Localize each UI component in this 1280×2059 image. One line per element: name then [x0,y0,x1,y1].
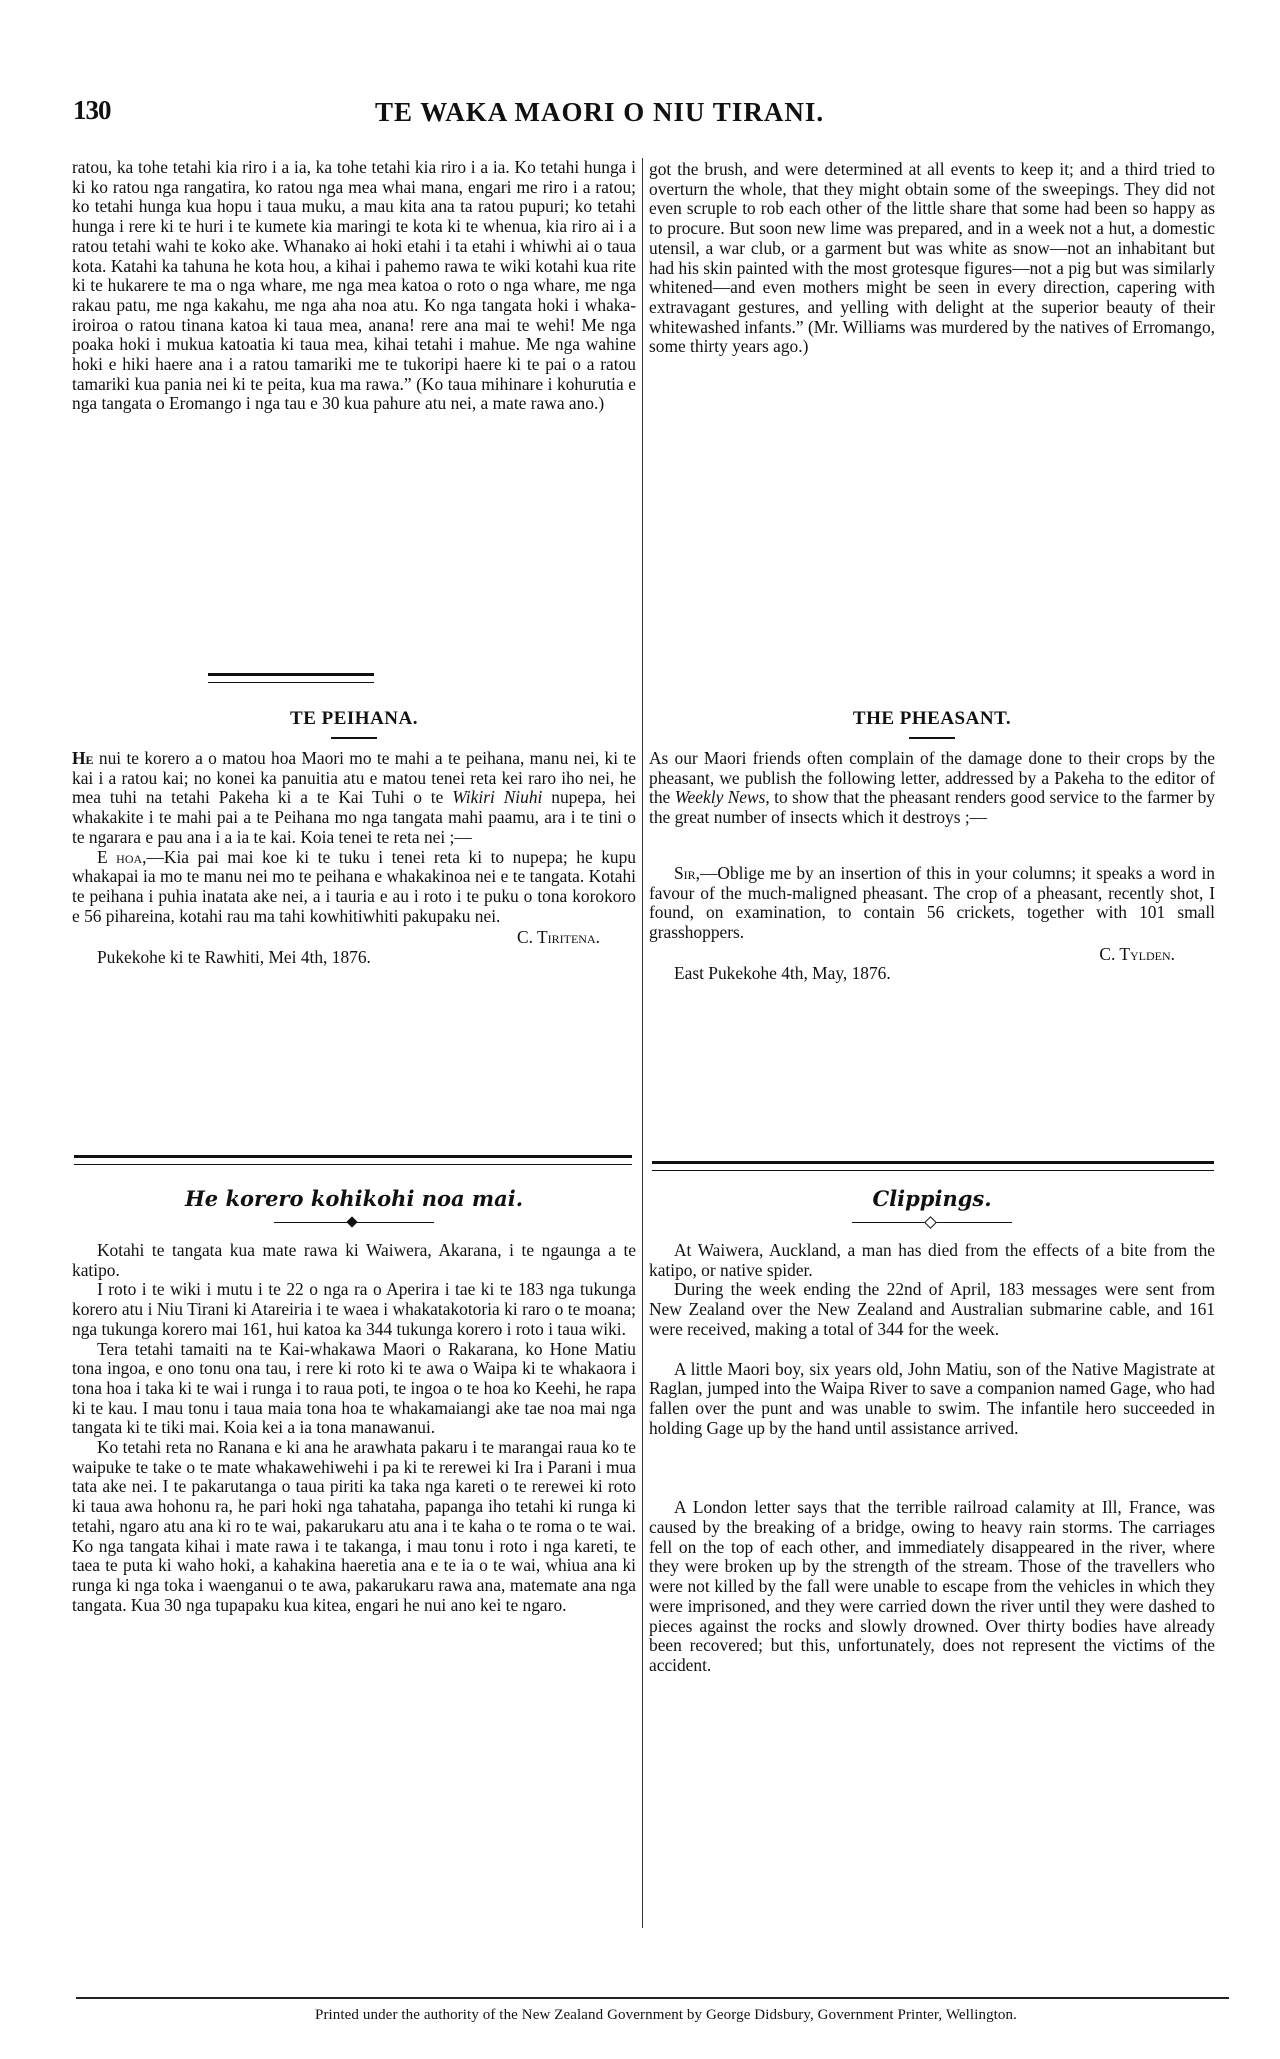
letter-body: E hoa,—Kia pai mai koe ki te tuku i tenei reta ki to nupepa; he kupu whakapai ia mo te manu nei mo te peihana e whakakinoa nei e te tangata. Kotahi te peihana i puhia inatata ake nei, a i tauria e au i roto i te puku o tona korokoro e 56 pihareina, kotahi rau ma tahi kowhitiwhiti pakupaku nei. [72,846,636,926]
page-number: 130 [73,95,111,125]
title-rule [909,737,955,739]
column-divider-top [642,158,643,1928]
diamond-ornament-icon [346,1216,357,1227]
page-header [0,95,1280,135]
section-divider-left [74,1155,632,1165]
news-item: A London letter says that the terrible railroad calamity at Ill, France, was caused by the breaking of a bridge, owing to heavy rain storms. The carriages fell on the top of each other, and immediately disappeared in the river, where they were broken up by the strength of the stream. Those of the travellers who were not killed by the fall were unable to escape from the vehicles in which they were imprisoned, and they were carried down the river until they were dashed to pieces against the rocks and slowly drowned. Over thirty bodies have already been recovered; but this, unfortunately, does not represent the victims of the accident. [649,1497,1215,1675]
dateline: East Pukekohe 4th, May, 1876. [674,963,891,984]
footer-rule [76,1997,1229,1999]
article-continuation-maori: ratou, ka tohe tetahi kia riro i a ia, ka tohe tetahi kia riro i a ia. Ko tetahi hunga i ki ko ratou nga rangatira, ko ratou nga mea whai mana, engari me riro i a ratou; ko tetahi hunga kua hopu i taua muku, a mau kita ana ta ratou pupuri; ko tetahi hunga i rere ki te huri i te kumete kia maringi te kota ki te whenua, kia riro ai i a ratou tetahi wahi te koko ake. Whanako ai hoki etahi i ta etahi i whiwhi ai o taua kota. Katahi ka tahuna he kota hou, a kihai i pahemo rawa te wiki kotahi kua rite ki te hukarere te ma o nga whare, me nga mea katoa o roto o nga whare, me nga rakau patu, me nga kakahu, me nga aha noa atu. Ko nga tangata hoki i whaka-iroiroa o ratou tinana katoa ki taua mea, anana! rere ana mai te wehi! Me nga poaka hoki i mukua katoatia ki taua mea, kihai tetahi i mahue. Me nga wahine hoki e hiki haere ana i a ratou tamariki me te tukoripi haere ki te pai o a ratou tamariki kua pania nei ki te peita, kua ma rawa.” (Ko taua mihinare i kohurutia e nga tangata o Eromango i nga tau e 30 kua pahure atu nei, a mate rawa ano.) [72,157,636,414]
ornament-rule [852,1222,1012,1223]
he-korero-kohikohi-section [72,1186,636,1615]
the-pheasant-article [649,707,1215,984]
article-continuation-english: got the brush, and were determined at all events to keep it; and a third tried to overturn the whole, that they might obtain some of the sweepings. They did not even scruple to rob each other of the little share that some had been so happy as to procure. But soon new lime was prepared, and in a week not a hut, a domestic utensil, a war club, or a garment but was white as snow—not an inhabitant but had his skin painted with the most grotesque figures—not a pig but was similarly whitened—and even mothers might be seen in every direction, capering with extravagant gestures, and yelling with delight at the superior beauty of their whitewashed infants.” (Mr. Williams was murdered by the natives of Erromango, some thirty years ago.) [649,159,1215,357]
news-item: A little Maori boy, six years old, John Matiu, son of the Native Magistrate at Raglan, jumped into the Waipa River to save a companion named Gage, who had fallen over the punt and was unable to swim. The infantile hero succeeded in holding Gage up by the hand until assistance arrived. [649,1358,1215,1438]
news-item: I roto i te wiki i mutu i te 22 o nga ra o Aperira i tae ki te 183 nga tukunga korero atu i Niu Tirani ki Atareiria i te waea i whakatakotoria ki raro o te moana; nga tukunga korero mai 161, hui katoa ka 344 tukunga korero i roto i taua wiki. [72,1279,636,1339]
section-title: TE PEIHANA. [290,708,418,729]
section-title: He korero kohikohi noa mai. [184,1186,524,1211]
drop-word: He [72,748,94,768]
section-divider-right [652,1161,1214,1171]
signature: C. Tiritena. [517,927,600,948]
top-right-article [649,160,1215,357]
top-left-article [72,158,636,414]
newspaper-name: Wikiri Niuhi [452,787,543,808]
title-rule [331,737,377,739]
intro-paragraph: As our Maori friends often complain of the damage done to their crops by the pheasant, we publish the following letter, addressed by a Pakeha to the editor of the Weekly News, to show that the pheasant renders good service to the farmer by the great number of insects which it destroys ;— [649,748,1216,828]
printer-imprint: Printed under the authority of the New Zealand Government by George Didsbury, Government Printer, Wellington. [315,2007,1017,2023]
diamond-ornament-icon [924,1216,937,1229]
ornament-rule [274,1222,434,1223]
section-title: Clippings. [872,1186,992,1211]
section-divider [208,673,374,683]
newspaper-name: Weekly News [674,787,766,808]
news-item: At Waiwera, Auckland, a man has died from the effects of a bite from the katipo, or native spider. [649,1240,1215,1280]
salutation: E hoa, [97,846,147,867]
te-peihana-article [72,707,636,968]
section-title: THE PHEASANT. [852,708,1012,729]
news-item: Kotahi te tangata kua mate rawa ki Waiwera, Akarana, i te ngaunga a te katipo. [72,1240,636,1280]
masthead-title: TE WAKA MAORI O NIU TIRANI. [375,97,825,127]
news-item: Ko tetahi reta no Ranana e ki ana he arawhata pakaru i te marangai raua ko te waipuke te take o te mate whakawehiwehi i pa ki te rerewei ki Ira i Parani i mua tata ake nei. I te pakarutanga o taua piriti ka taka nga kareti o te rerewei ki roto ki taua awa hohonu ra, he pari hoki nga tahataha, papanga iho tetahi ki runga ki tetahi, ngaro atu ana ki ro te wai, pakarukaru atu ana i te kaha o te roma o te wai. Ko nga tangata kihai i mate rawa i te takanga, i mau tonu i roto i nga kareti, te taea te puta ki waho hoki, a kahakina haeretia ana e te ia o te wai, whiua ana ki runga ki nga toka i waenganui o te awa, pakarukaru rawa ana, matemate ana nga tangata. Kua 30 nga tupapaku kua kitea, engari he nui ano kei te ngaro. [72,1437,636,1615]
intro-paragraph: He nui te korero a o matou hoa Maori mo te mahi a te peihana, manu nei, ki te kai i a ratou kai; no konei ka panuitia atu e matou tenei reta kei raro iho nei, he mea tuhi na tetahi Pakeha ki a te Kai Tuhi o te Wikiri Niuhi nupepa, hei whakakite i te mahi pai a te Peihana mo nga tangata mahi paamu, ara i te tini o te ngarara e pau ana i a ia te kai. Koia tenei te reta nei ;— [72,748,636,847]
letter-body: Sir,—Oblige me by an insertion of this in your columns; it speaks a word in favour of the much-maligned pheasant. The crop of a pheasant, recently shot, I found, on examination, to contain 56 crickets, together with 101 small grasshoppers. [649,862,1215,942]
dateline: Pukekohe ki te Rawhiti, Mei 4th, 1876. [97,947,371,968]
salutation: Sir, [674,862,701,883]
clippings-section [649,1186,1215,1676]
signature: C. Tylden. [1099,943,1175,964]
news-item: Tera tetahi tamaiti na te Kai-whakawa Maori o Rakarana, ko Hone Matiu tona ingoa, e ono tonu ona tau, i rere ki roto ki te awa o Waipa ki te whakaora i tona hoa i taka ki te wai i runga i to raua poti, te ingoa o te hoa ko Keehi, he rapa ki te kau. I mau tonu i taua maia tona hoa te whakamaiangi ake tae noa mai nga tangata ki te tiki mai. Koia kei a ia tona manawanui. [72,1338,636,1438]
news-item: During the week ending the 22nd of April, 183 messages were sent from New Zealand over the New Zealand and Australian submarine cable, and 161 were received, making a total of 344 for the week. [649,1279,1215,1339]
